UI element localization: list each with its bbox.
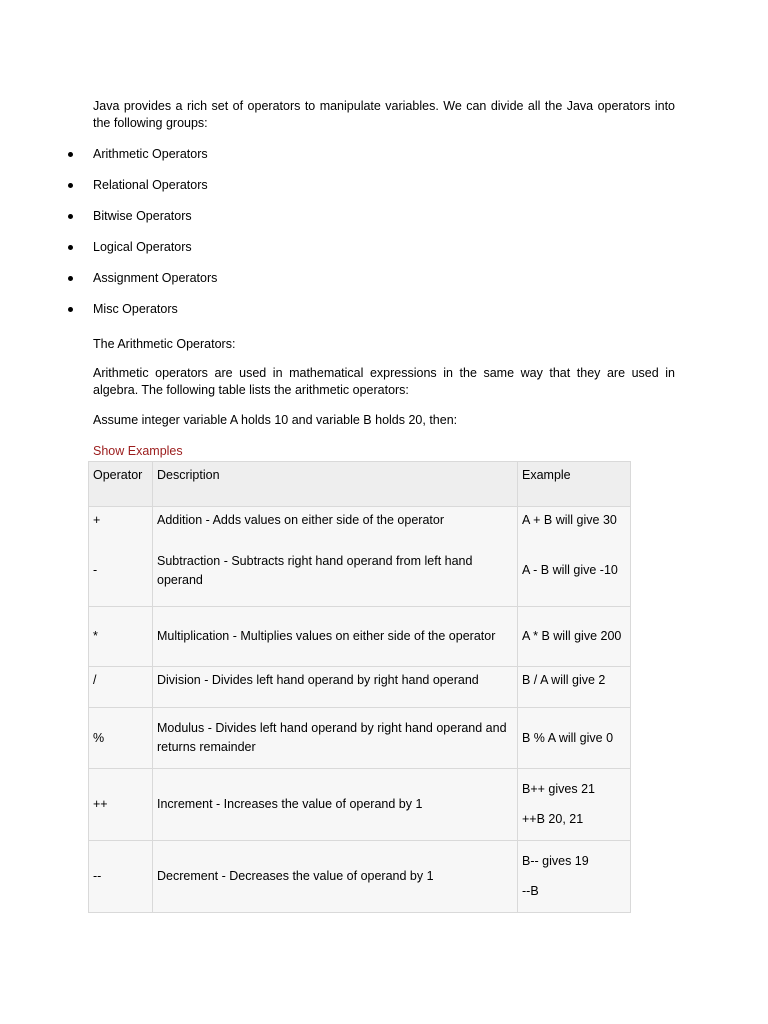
example-value: A - B will give -10: [522, 563, 618, 577]
description-cell: [153, 507, 518, 607]
arithmetic-operators-table: [88, 461, 631, 913]
example-cell: A * B will give 200: [518, 607, 631, 667]
table-row: [89, 708, 631, 769]
table-row: [89, 607, 631, 667]
example-cell: B % A will give 0: [518, 708, 631, 769]
example-cell: [518, 841, 631, 913]
example-value: ++B 20, 21: [522, 812, 584, 826]
operator-cell: [89, 507, 153, 607]
table-row: [89, 667, 631, 708]
section-heading: The Arithmetic Operators:: [93, 337, 236, 351]
description-cell: Multiplication - Multiplies values on either side of the operator: [153, 607, 518, 667]
bullet-icon: [68, 276, 73, 281]
list-item-label: Relational Operators: [93, 178, 208, 192]
operator-cell: /: [89, 667, 153, 708]
bullet-icon: [68, 214, 73, 219]
bullet-icon: [68, 307, 73, 312]
example-value: B++ gives 21: [522, 782, 595, 796]
description-value: Addition - Adds values on either side of the operator: [157, 513, 444, 527]
description-cell: Modulus - Divides left hand operand by right hand operand and returns remainder: [153, 708, 518, 769]
list-item-label: Bitwise Operators: [93, 209, 192, 223]
operator-cell: --: [89, 841, 153, 913]
bullet-icon: [68, 245, 73, 250]
description-cell: Decrement - Decreases the value of operand by 1: [153, 841, 518, 913]
list-item-label: Arithmetic Operators: [93, 147, 208, 161]
table-row: [89, 507, 631, 607]
list-item-label: Logical Operators: [93, 240, 192, 254]
bullet-icon: [68, 152, 73, 157]
bullet-icon: [68, 183, 73, 188]
table-row: [89, 769, 631, 841]
example-value: A + B will give 30: [522, 513, 617, 527]
description-value: Subtraction - Subtracts right hand operand from left hand operand: [157, 554, 473, 587]
table-header-row: [89, 462, 631, 507]
example-cell: [518, 507, 631, 607]
show-examples-link[interactable]: Show Examples: [93, 444, 183, 458]
operator-cell: *: [89, 607, 153, 667]
example-value: --B: [522, 884, 539, 898]
list-item-label: Misc Operators: [93, 302, 178, 316]
column-header-operator: Operator: [89, 462, 153, 507]
example-value: B-- gives 19: [522, 854, 589, 868]
column-header-example: Example: [518, 462, 631, 507]
operator-value: -: [93, 563, 98, 577]
table-row: [89, 841, 631, 913]
operator-value: +: [93, 513, 101, 527]
operator-cell: %: [89, 708, 153, 769]
description-cell: Increment - Increases the value of operand by 1: [153, 769, 518, 841]
assumption-line: Assume integer variable A holds 10 and variable B holds 20, then:: [93, 413, 458, 427]
intro-paragraph: Java provides a rich set of operators to manipulate variables. We can divide all the Java operators into the following groups:: [93, 99, 675, 130]
section-paragraph: Arithmetic operators are used in mathematical expressions in the same way that they are used in algebra. The following table lists the arithmetic operators:: [93, 366, 675, 397]
description-cell: Division - Divides left hand operand by right hand operand: [153, 667, 518, 708]
operator-cell: ++: [89, 769, 153, 841]
example-cell: [518, 769, 631, 841]
example-cell: B / A will give 2: [518, 667, 631, 708]
list-item-label: Assignment Operators: [93, 271, 218, 285]
column-header-description: Description: [153, 462, 518, 507]
